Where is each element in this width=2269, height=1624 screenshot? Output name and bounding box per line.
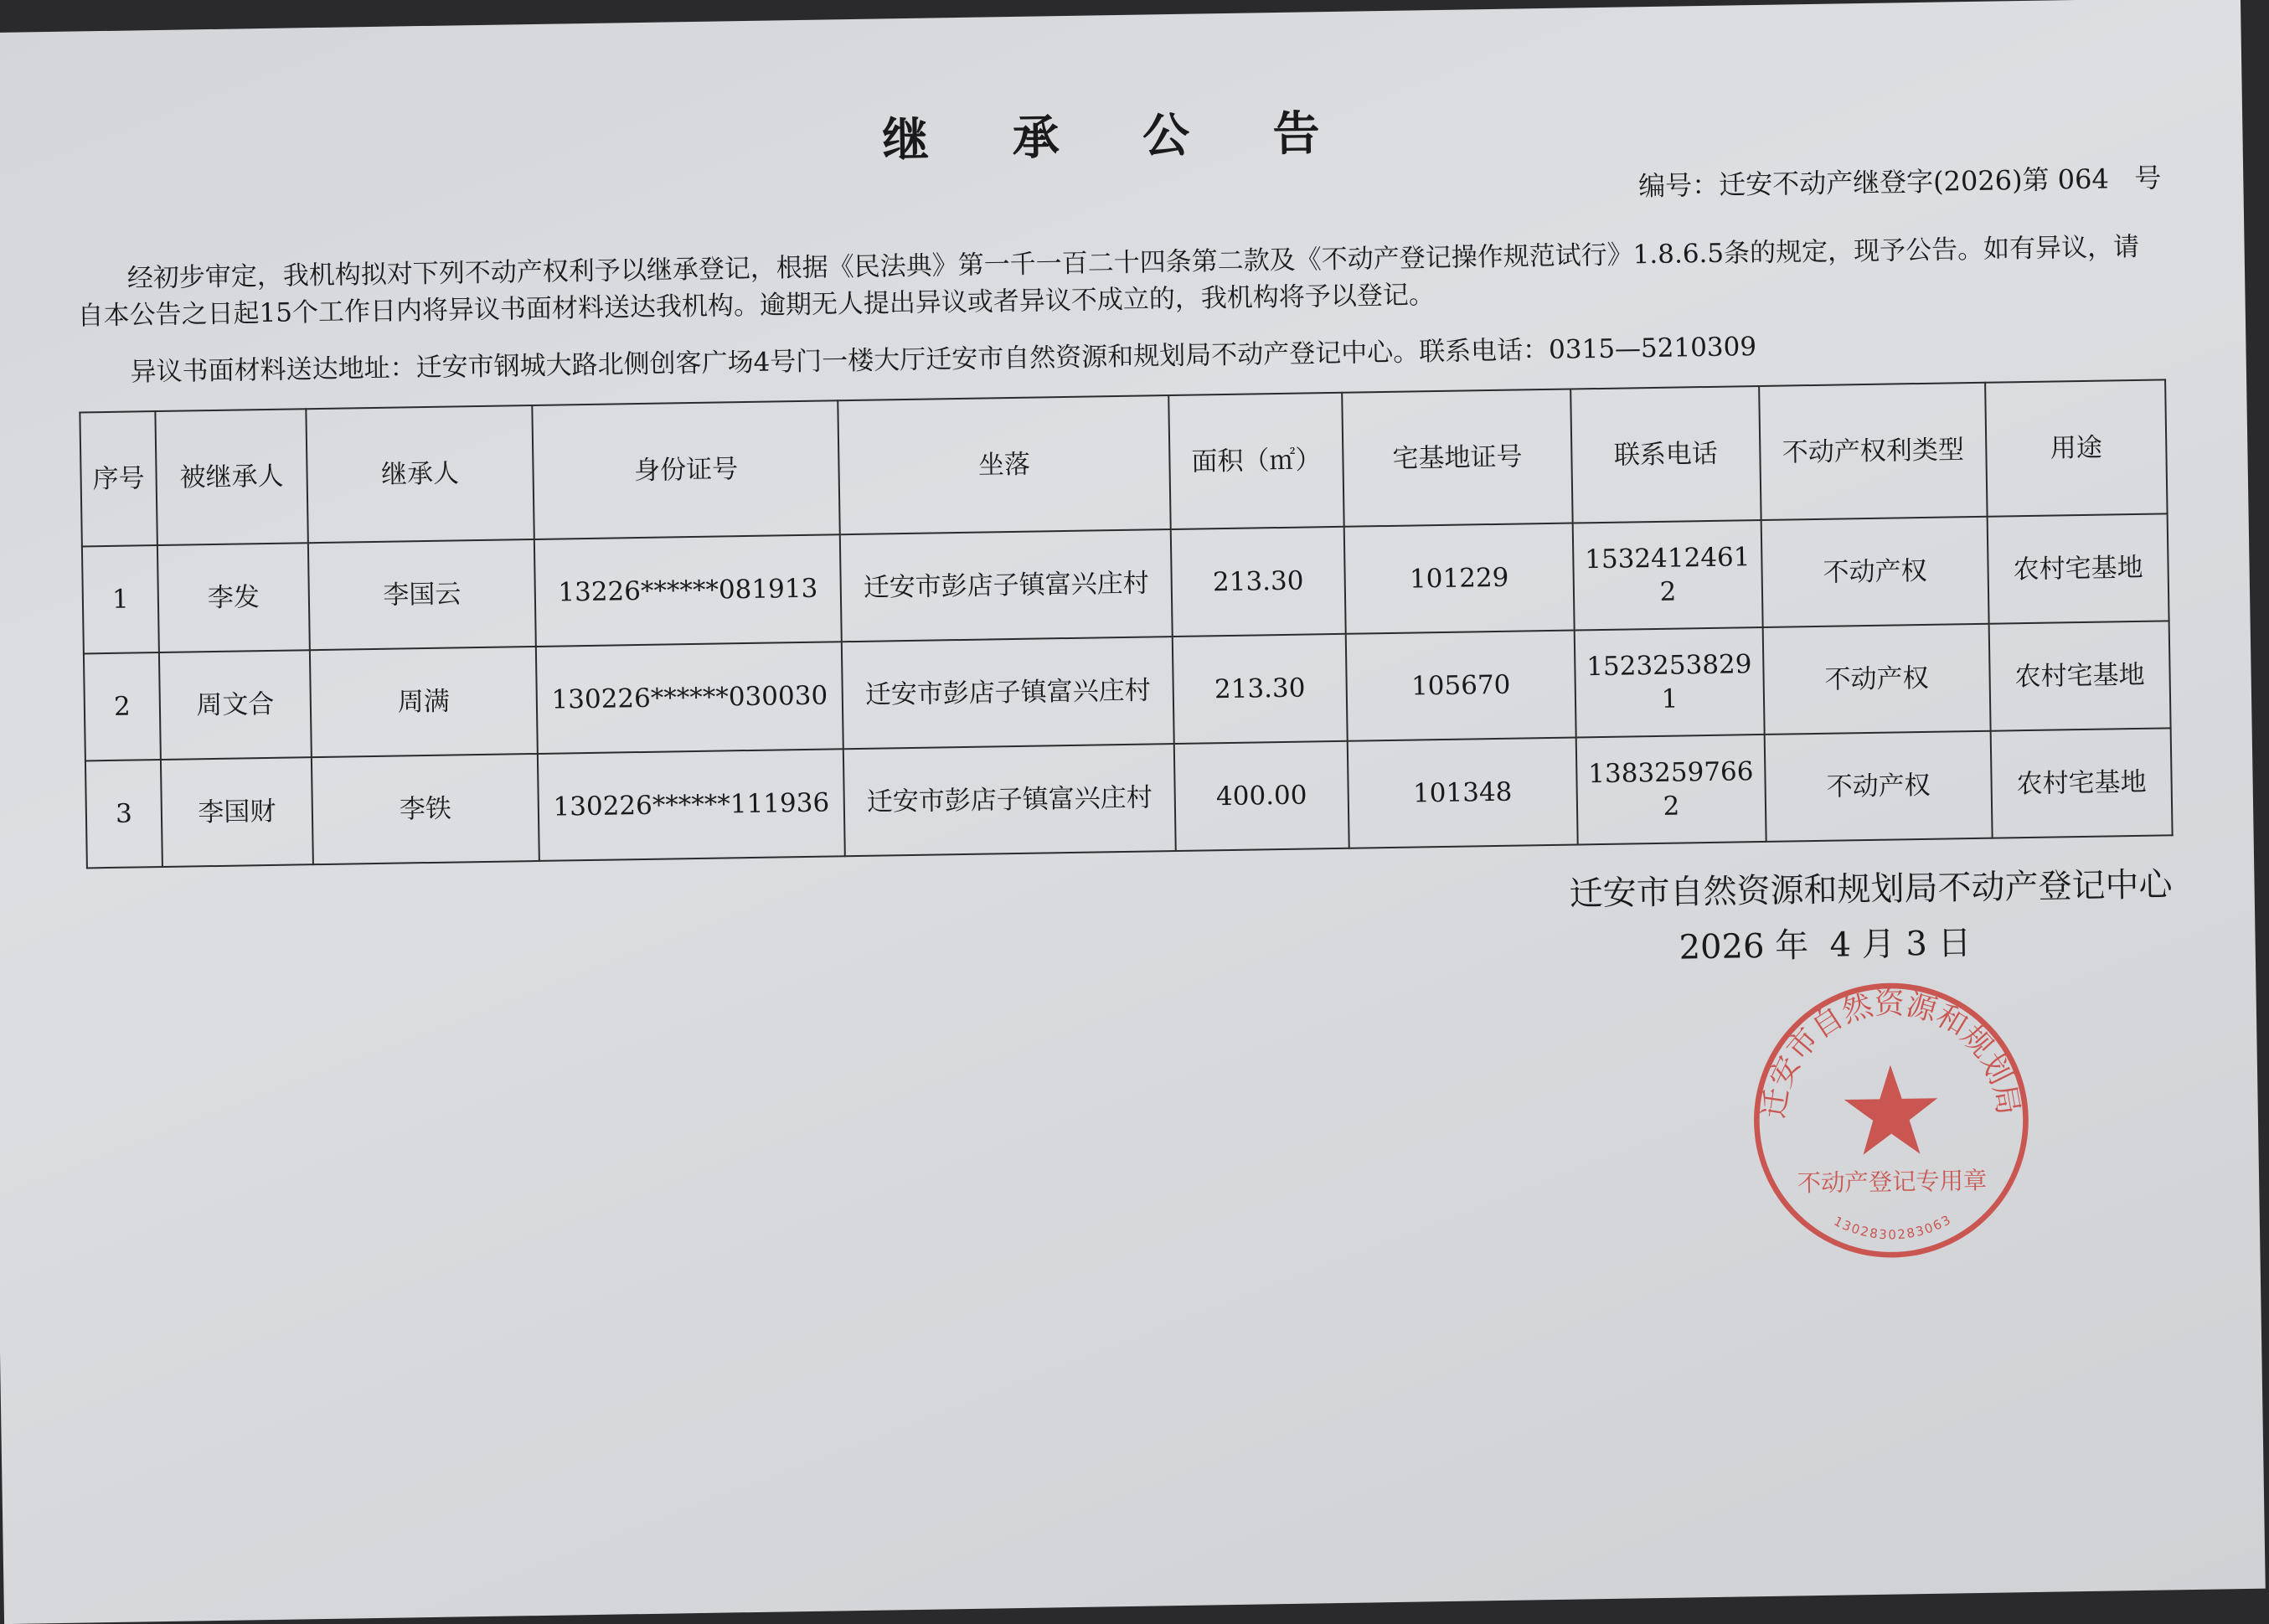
table-cell: 2 bbox=[84, 652, 161, 760]
table-cell: 不动产权 bbox=[1765, 731, 1993, 842]
column-header: 身份证号 bbox=[532, 400, 839, 539]
table-cell: 农村宅基地 bbox=[1991, 728, 2173, 838]
column-header: 继承人 bbox=[306, 405, 534, 543]
notice-paragraph: 经初步审定，我机构拟对下列不动产权利予以继承登记，根据《民法典》第一千一百二十四条第二款及《不动产登记操作规范试行》1.8.6.5条的规定，现予公告。如有异议，请自本公告之日起15个工作日内将异议书面材料送达我机构。逾期无人提出异议或者异议不成立的，我机构将予以登记。 bbox=[77, 231, 2140, 332]
objection-address: 异议书面材料送达地址：迁安市钢城大路北侧创客广场4号门一楼大厅迁安市自然资源和规划局不动产登记中心。联系电话：0315—5210309 bbox=[130, 332, 1757, 388]
signature-block bbox=[1569, 861, 2178, 1267]
column-header: 被继承人 bbox=[155, 409, 307, 545]
seal-star-icon bbox=[1844, 1065, 1938, 1155]
column-header: 序号 bbox=[80, 411, 157, 546]
column-header: 面积（㎡） bbox=[1168, 393, 1343, 529]
document-number: 编号：迁安不动产继登字(2026)第 064 号 bbox=[1637, 162, 2162, 203]
table-cell: 130226******111936 bbox=[538, 749, 845, 861]
table-cell: 13226******081913 bbox=[534, 534, 842, 647]
table-cell: 3 bbox=[85, 760, 162, 868]
table-cell: 周满 bbox=[310, 647, 538, 757]
table-cell: 李发 bbox=[157, 543, 310, 652]
table-cell: 13832597662 bbox=[1576, 735, 1766, 845]
table-cell: 130226******030030 bbox=[536, 642, 843, 754]
table-cell: 李铁 bbox=[312, 754, 539, 864]
table-cell: 周文合 bbox=[159, 650, 312, 760]
table-cell: 15232538291 bbox=[1575, 627, 1765, 738]
table-cell: 李国云 bbox=[308, 539, 536, 650]
table-cell: 不动产权 bbox=[1761, 517, 1989, 627]
inheritance-table bbox=[79, 379, 2173, 869]
column-header: 不动产权利类型 bbox=[1759, 383, 1987, 520]
table-cell: 农村宅基地 bbox=[1988, 513, 2169, 623]
table-cell: 101348 bbox=[1348, 737, 1578, 848]
table-cell: 不动产权 bbox=[1763, 624, 1991, 735]
column-header: 用途 bbox=[1985, 379, 2167, 516]
column-header: 宅基地证号 bbox=[1342, 389, 1572, 527]
column-header: 坐落 bbox=[838, 395, 1170, 534]
table-cell: 1 bbox=[82, 545, 159, 653]
issuer-signature: 迁安市自然资源和规划局不动产登记中心 bbox=[1569, 865, 2173, 914]
table-cell: 李国财 bbox=[161, 757, 313, 867]
official-seal-stamp bbox=[1746, 976, 2035, 1265]
seal-code: 1302830283063 bbox=[1831, 1211, 1955, 1243]
document-title: 继 承 公 告 bbox=[881, 105, 1354, 168]
table-cell: 105670 bbox=[1346, 630, 1576, 740]
table-cell: 213.30 bbox=[1173, 634, 1348, 744]
seal-ring-text: 迁安市自然资源和规划局 bbox=[1756, 986, 2026, 1121]
table-cell: 农村宅基地 bbox=[1989, 621, 2171, 730]
table-cell: 迁安市彭店子镇富兴庄村 bbox=[840, 529, 1173, 642]
column-header: 联系电话 bbox=[1570, 386, 1761, 523]
seal-center-text: 不动产登记专用章 bbox=[1797, 1166, 1988, 1198]
table-cell: 迁安市彭店子镇富兴庄村 bbox=[842, 637, 1174, 749]
table-cell: 213.30 bbox=[1171, 527, 1346, 637]
table-cell: 15324124612 bbox=[1573, 520, 1763, 631]
table-cell: 101229 bbox=[1344, 523, 1575, 634]
table-cell: 400.00 bbox=[1174, 741, 1349, 851]
table-cell: 迁安市彭店子镇富兴庄村 bbox=[843, 744, 1176, 856]
issue-date: 2026 年 4 月 3 日 bbox=[1679, 924, 1972, 967]
